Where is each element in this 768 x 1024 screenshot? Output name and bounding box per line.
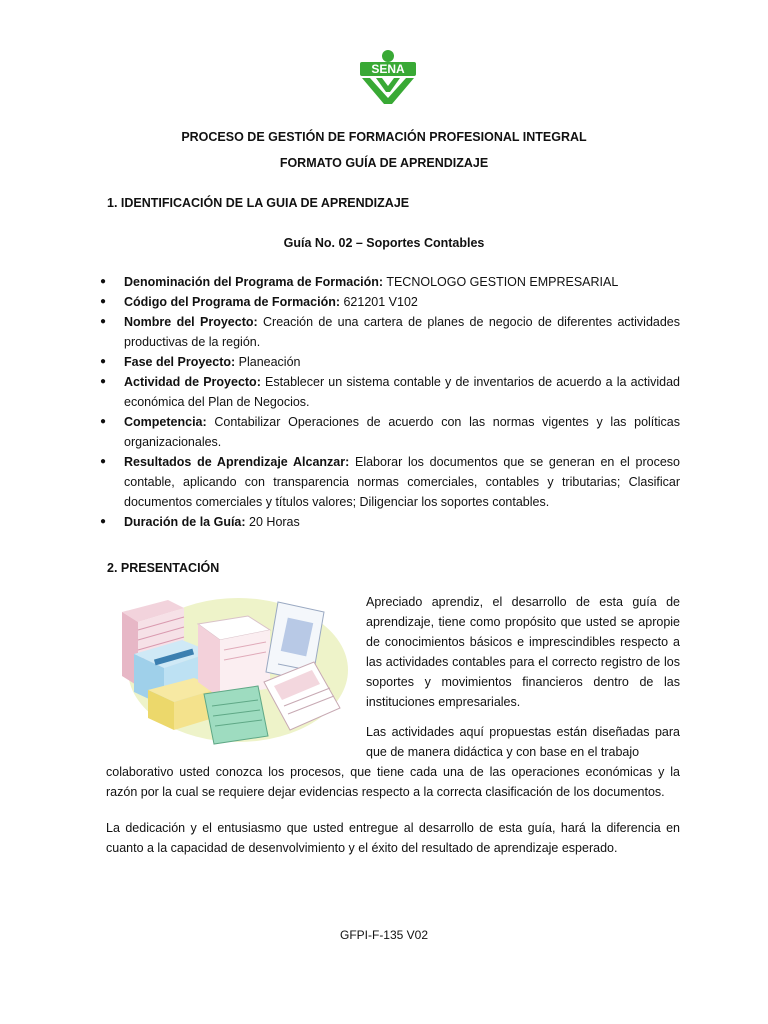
section1-title: 1. IDENTIFICACIÓN DE LA GUIA DE APRENDIZAJE bbox=[107, 196, 410, 210]
list-item bbox=[100, 352, 680, 372]
guia-title: Guía No. 02 – Soportes Contables bbox=[283, 236, 485, 250]
list-item bbox=[100, 312, 680, 352]
item-value: Contabilizar Operaciones de acuerdo con las normas vigentes y las políticas organizacionales. bbox=[124, 415, 680, 449]
list-item bbox=[100, 412, 680, 452]
item-value: Planeación bbox=[235, 355, 301, 369]
item-label: Competencia: bbox=[124, 415, 207, 429]
document-code-footer: GFPI-F-135 V02 bbox=[339, 928, 429, 942]
sena-logo bbox=[356, 48, 420, 112]
item-value: 621201 V102 bbox=[340, 295, 418, 309]
accounting-documents-illustration bbox=[108, 590, 348, 750]
item-value: Elaborar los documentos que se generan en el proceso contable, aplicando con transparencia normas comerciales, contables y tributarias; Clasificar documentos comerciales y títulos valores; Diligenciar los soportes contables. bbox=[124, 455, 680, 509]
header-title: PROCESO DE GESTIÓN DE FORMACIÓN PROFESIONAL INTEGRAL bbox=[181, 130, 587, 144]
section2-title: 2. PRESENTACIÓN bbox=[107, 561, 220, 575]
item-label: Actividad de Proyecto: bbox=[124, 375, 261, 389]
item-value: Establecer un sistema contable y de inventarios de acuerdo a la actividad económica del Plan de Negocios. bbox=[124, 375, 680, 409]
item-label: Nombre del Proyecto: bbox=[124, 315, 258, 329]
presentation-paragraph-1: Apreciado aprendiz, el desarrollo de esta guía de aprendizaje, tiene como propósito que usted se apropie de conocimientos básicos e imprescindibles respecto a las actividades contables para el correcto registro de los soportes y movimientos financieros dentro de las instituciones empresariales. bbox=[366, 595, 680, 709]
list-item bbox=[100, 372, 680, 412]
list-item bbox=[100, 272, 680, 292]
item-value: Creación de una cartera de planes de negocio de diferentes actividades productivas de la región. bbox=[124, 315, 681, 349]
item-label: Fase del Proyecto: bbox=[124, 355, 236, 369]
item-value: TECNOLOGO GESTION EMPRESARIAL bbox=[383, 275, 619, 289]
header-subtitle: FORMATO GUÍA DE APRENDIZAJE bbox=[279, 156, 489, 170]
item-value: 20 Horas bbox=[245, 515, 300, 529]
item-label: Resultados de Aprendizaje Alcanzar: bbox=[124, 455, 350, 469]
item-label: Código del Programa de Formación: bbox=[124, 295, 340, 309]
presentation-paragraph-3: La dedicación y el entusiasmo que usted entregue al desarrollo de esta guía, hará la diferencia en cuanto a la capacidad de desenvolvimiento y el éxito del resultado de aprendizaje esperado. bbox=[106, 821, 680, 855]
list-item bbox=[100, 452, 680, 512]
identification-list bbox=[100, 272, 680, 532]
item-label: Denominación del Programa de Formación: bbox=[124, 275, 384, 289]
item-label: Duración de la Guía: bbox=[124, 515, 246, 529]
presentation-paragraph-2-end: colaborativo usted conozca los procesos, que tiene cada una de las operaciones económicas y la razón por la cual se requiere dejar evidencias respecto a la correcta clasificación de los documentos. bbox=[106, 765, 680, 799]
logo-text: SENA bbox=[371, 62, 405, 76]
list-item bbox=[100, 292, 680, 312]
list-item bbox=[100, 512, 680, 532]
presentation-paragraph-2-start: Las actividades aquí propuestas están diseñadas para que de manera didáctica y con base en el trabajo bbox=[366, 725, 680, 759]
